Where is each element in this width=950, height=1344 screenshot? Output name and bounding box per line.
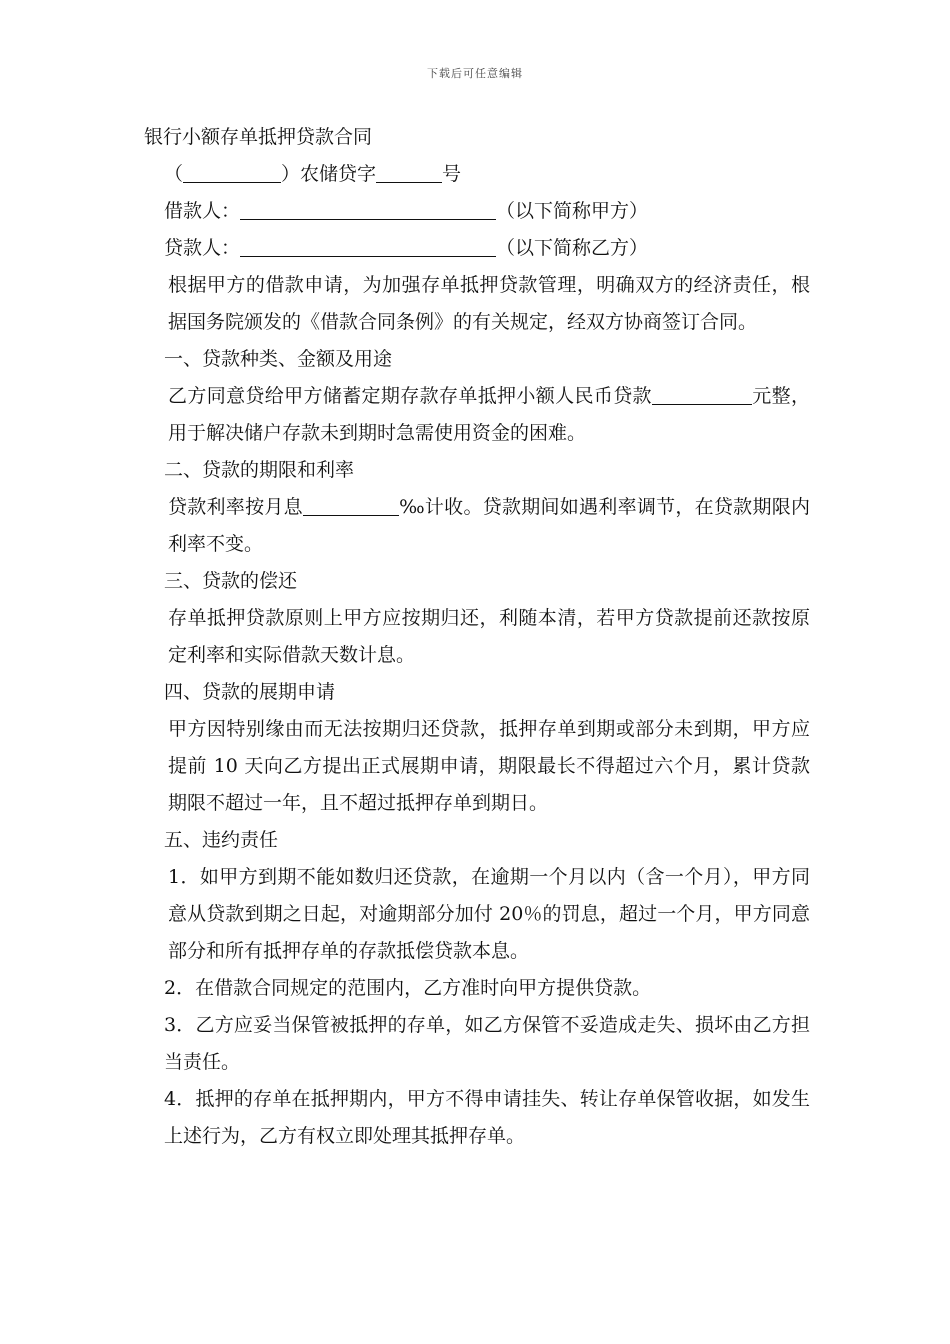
section5-heading: 五、违约责任 xyxy=(164,829,279,851)
contract-title: 银行小额存单抵押贷款合同 xyxy=(144,126,373,148)
lender-line xyxy=(144,230,810,267)
interest-rate-blank[interactable] xyxy=(303,493,399,516)
section1-text-before: 乙方同意贷给甲方储蓄定期存款存单抵押小额人民币贷款 xyxy=(168,385,652,407)
section3-paragraph: 存单抵押贷款原则上甲方应按期归还，利随本清，若甲方贷款提前还款按原定利率和实际借款天数计息。 xyxy=(168,607,810,666)
number-prefix-text: ）农储贷字 xyxy=(281,163,377,185)
lender-name-blank[interactable] xyxy=(240,234,496,257)
section2-text-before: 贷款利率按月息 xyxy=(168,496,303,518)
section1-paragraph xyxy=(144,378,810,452)
section2-text-after: ‰计收。贷款期间如遇利率调节，在贷款期限内利率不变。 xyxy=(168,496,810,555)
number-open-bracket: （ xyxy=(164,163,184,185)
page-header-note: 下载后可任意编辑 xyxy=(427,67,523,80)
contract-number-line xyxy=(144,156,810,193)
number-suffix-text: 号 xyxy=(442,163,462,185)
section4-paragraph: 甲方因特别缘由而无法按期归还贷款，抵押存单到期或部分未到期，甲方应提前 10 天向乙方提出正式展期申请，期限最长不得超过六个月，累计贷款期限不超过一年，且不超过抵押存单到期日。 xyxy=(168,718,810,814)
contract-body xyxy=(144,119,810,1155)
loan-amount-blank[interactable] xyxy=(652,382,752,405)
borrower-line xyxy=(144,193,810,230)
section2-paragraph xyxy=(144,489,810,563)
lender-label: 贷款人： xyxy=(164,237,241,259)
section5-item-1: 1．如甲方到期不能如数归还贷款，在逾期一个月以内（含一个月），甲方同意从贷款到期之日起，对逾期部分加付 20％的罚息，超过一个月，甲方同意部分和所有抵押存单的存款抵偿贷款本息。 xyxy=(168,866,810,962)
section5-item-2: 2．在借款合同规定的范围内，乙方准时向甲方提供贷款。 xyxy=(164,977,652,999)
section5-item-3: 3．乙方应妥当保管被抵押的存单，如乙方保管不妥造成走失、损坏由乙方担当责任。 xyxy=(164,1014,810,1073)
borrower-label: 借款人： xyxy=(164,200,241,222)
number-code-blank[interactable] xyxy=(376,160,442,183)
section3-heading: 三、贷款的偿还 xyxy=(164,570,298,592)
section2-heading: 二、贷款的期限和利率 xyxy=(164,459,355,481)
preamble-paragraph: 根据甲方的借款申请，为加强存单抵押贷款管理，明确双方的经济责任，根据国务院颁发的《借款合同条例》的有关规定，经双方协商签订合同。 xyxy=(168,274,810,333)
lender-suffix: （以下简称乙方） xyxy=(496,237,649,259)
section4-heading: 四、贷款的展期申请 xyxy=(164,681,336,703)
borrower-suffix: （以下简称甲方） xyxy=(496,200,649,222)
section1-text-after: 元整，用于解决储户存款未到期时急需使用资金的困难。 xyxy=(168,385,810,444)
number-year-blank[interactable] xyxy=(183,160,281,183)
section1-heading: 一、贷款种类、金额及用途 xyxy=(164,348,393,370)
borrower-name-blank[interactable] xyxy=(240,197,496,220)
section5-item-4: 4．抵押的存单在抵押期内，甲方不得申请挂失、转让存单保管收据，如发生上述行为，乙方有权立即处理其抵押存单。 xyxy=(164,1088,810,1147)
